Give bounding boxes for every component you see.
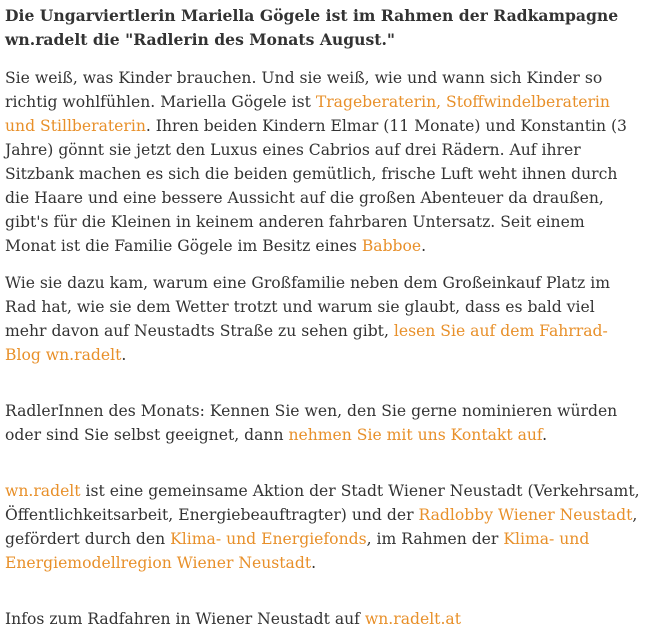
link-wn-radelt[interactable]: wn.radelt [5,482,81,500]
paragraph-text: Sie weiß, was Kinder brauchen. Und sie weiß, wie und wann sich Kinder so richtig wohlfühlen. Mariella Gögele ist [5,69,603,111]
paragraph-blog [5,271,640,367]
link-modellregion[interactable]: Klima- und Energiemodellregion Wiener Neustadt [5,530,590,572]
paragraph-text: , im Rahmen der [366,530,504,548]
paragraph-text: Infos zum Radfahren in Wiener Neustadt auf [5,610,365,628]
paragraph-text: Wie sie dazu kam, warum eine Großfamilie neben dem Großeinkauf Platz im Rad hat, wie sie dem Wetter trotzt und warum sie glaubt, dass es bald viel mehr davon auf Neustadts Straße zu sehen gibt, [5,274,611,340]
link-fahrrad-blog[interactable]: lesen Sie auf dem Fahrrad-Blog wn.radelt [5,322,608,364]
paragraph-intro [5,66,640,258]
link-babboe[interactable]: Babboe [361,237,422,255]
link-beratung[interactable]: Trageberaterin, Stoffwindelberaterin und Stillberaterin [5,93,610,135]
paragraph-text: ist eine gemeinsame Aktion der Stadt Wiener Neustadt (Verkehrsamt, Öffentlichkeitsarbeit, Energiebeauftragter) und der [5,482,640,524]
paragraph-text: . [121,346,127,364]
paragraph-text: . [542,426,548,444]
paragraph-text: . [311,554,317,572]
link-contact[interactable]: nehmen Sie mit uns Kontakt auf [288,426,543,444]
link-radlobby[interactable]: Radlobby Wiener Neustadt [418,506,633,524]
paragraph-info [5,607,640,631]
paragraph-text: . [421,237,427,255]
link-klimafonds[interactable]: Klima- und Energiefonds [170,530,367,548]
paragraph-text: , gefördert durch den [5,506,638,548]
link-wn-radelt-at[interactable]: wn.radelt.at [364,610,461,628]
paragraph-text: RadlerInnen des Monats: Kennen Sie wen, den Sie gerne nominieren würden oder sind Sie selbst geeignet, dann [5,402,618,444]
paragraph-text: . Ihren beiden Kindern Elmar (11 Monate) und Konstantin (3 Jahre) gönnt sie jetzt den Luxus eines Cabrios auf drei Rädern. Auf ihrer Sitzbank machen es sich die beiden gemütlich, frische Luft weht ihnen durch die Haare und eine bessere Aussicht auf die großen Abenteuer da draußen, gibt's für die Kleinen in keinem anderen fahrbaren Untersatz. Seit einem Monat ist die Familie Gögele im Besitz eines [5,117,627,255]
paragraph-campaign [5,479,640,575]
lead-text: Die Ungarviertlerin Mariella Gögele ist im Rahmen der Radkampagne wn.radelt die "Radlerin des Monats August." [5,6,619,49]
paragraph-nomination [5,399,640,447]
